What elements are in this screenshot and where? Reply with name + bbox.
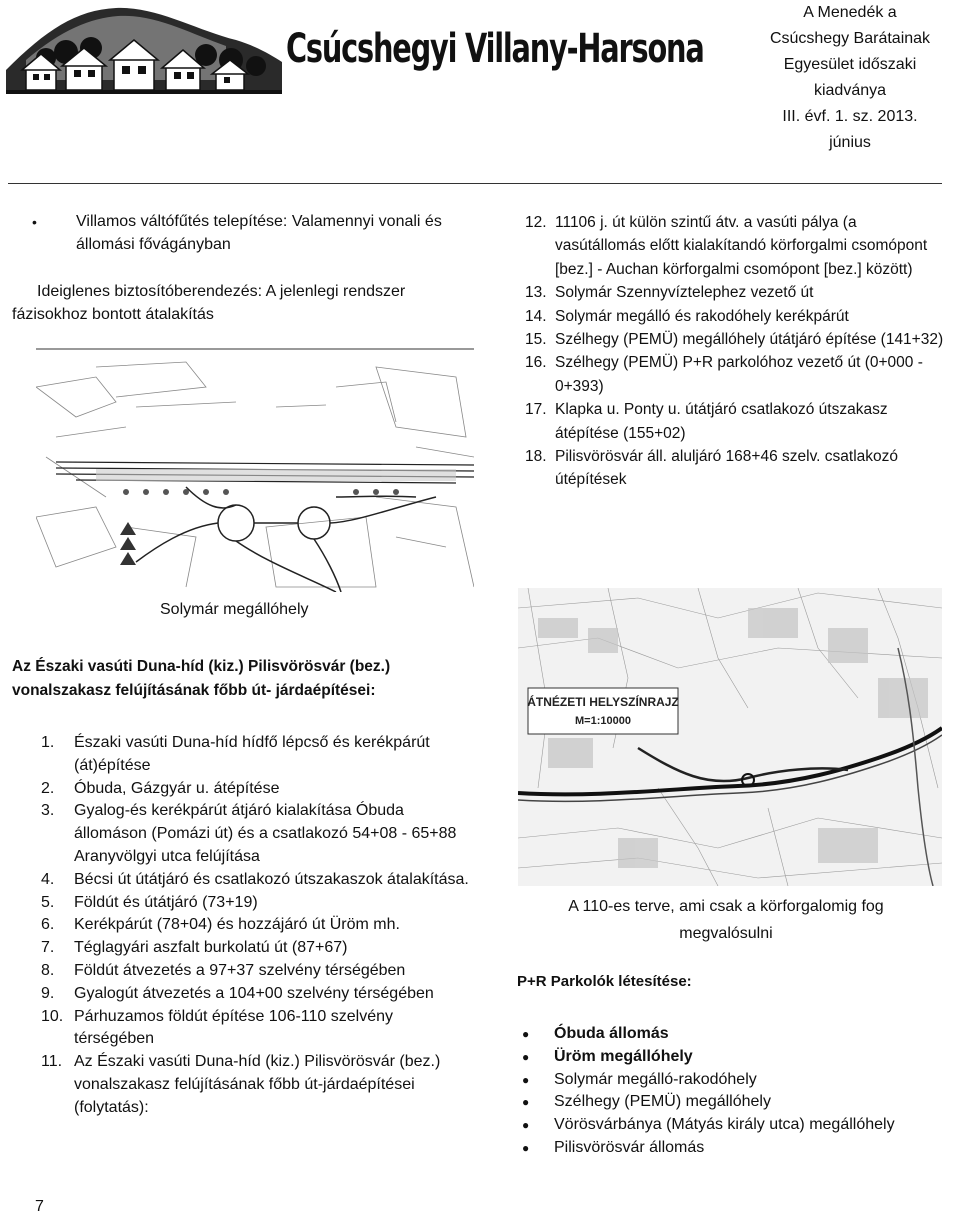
bullet-dot-icon: ● (522, 1072, 530, 1087)
masthead-logo (6, 0, 282, 94)
masthead-title: Csúcshegyi Villany-Harsona (286, 26, 704, 72)
publisher-line: Csúcshegy Barátainak (769, 30, 931, 47)
list-item: 14. Solymár megálló és rakodóhely kerékpárút (525, 307, 849, 325)
bullet-dot-icon: ● (522, 1095, 530, 1110)
list-item: 15. Szélhegy (PEMÜ) megállóhely útátjáró építése (141+32) (525, 331, 944, 349)
list-item: ● Vörösvárbánya (Mátyás király utca) megállóhely (518, 1114, 948, 1137)
bullet-dot-icon: ● (522, 1140, 530, 1155)
list-item: 5. Földút és útátjáró (73+19) (41, 893, 258, 911)
list-item: 17. Klapka u. Ponty u. útátjáró csatlakozó útszakasz átépítése (155+02) (525, 401, 888, 442)
solymar-station-plan (36, 347, 474, 592)
publisher-line: kiadványa (813, 82, 887, 99)
bullet-dot-icon: ● (522, 1049, 530, 1064)
list-item: 16. Szélhegy (PEMÜ) P+R parkolóhoz vezető út (0+000 - 0+393) (525, 354, 923, 395)
publisher-line: Egyesület időszaki (783, 56, 917, 73)
map-title: ÁTNÉZETI HELYSZÍNRAJZ (527, 695, 679, 709)
list-item: 6. Kerékpárút (78+04) és hozzájáró út Üröm mh. (41, 916, 400, 934)
publisher-line: június (829, 134, 871, 151)
section-heading: Az Északi vasúti Duna-híd (kiz.) Pilisvörösvár (bez.) vonalszakasz felújításának főbb út- járdaépítései: (12, 658, 391, 699)
publisher-info (745, 0, 955, 156)
list-item: ● Óbuda állomás (518, 1023, 948, 1046)
list-item: 3. Gyalog-és kerékpárút átjáró kialakítása Óbuda állomáson (Pomázi út) és a csatlakozó 54+08 - 65+88 Aranyvölgyi utca felújítása (41, 802, 457, 865)
parking-list (518, 1023, 948, 1160)
list-item: 8. Földút átvezetés a 97+37 szelvény térségében (41, 961, 406, 979)
list-item: 12. 11106 j. út külön szintű átv. a vasúti pálya (a vasútállomás előtt kialakítandó körforgalmi csomópont [bez.] - Auchan körforgalmi csomópont [bez.] között) (525, 214, 928, 278)
list-item: ● Pilisvörösvár állomás (518, 1137, 948, 1160)
list-item: ● Szélhegy (PEMÜ) megállóhely (518, 1091, 948, 1114)
publisher-line: A Menedék a (803, 4, 897, 21)
bullet-dot-icon: ● (522, 1118, 530, 1133)
interlocking-text: Ideiglenes biztosítóberendezés: A jelenlegi rendszer fázisokhoz bontott átalakítás (12, 283, 406, 323)
bullet-dot-icon: • (32, 214, 37, 230)
map-caption-solymar: Solymár megállóhely (160, 601, 309, 618)
map-scale: M=1:10000 (575, 715, 631, 727)
works-list-left (41, 732, 471, 1120)
works-list-right (525, 211, 945, 492)
list-item: ● Üröm megállóhely (518, 1046, 948, 1069)
list-item: 7. Téglagyári aszfalt burkolatú út (87+67) (41, 939, 348, 957)
list-item: 13. Solymár Szennyvíztelephez vezető út (525, 284, 814, 302)
list-item: 10. Párhuzamos földút építése 106-110 szelvény térségében (41, 1007, 394, 1048)
list-item: 1. Északi vasúti Duna-híd hídfő lépcső és kerékpárút (át)építése (41, 734, 430, 774)
list-item: 11. Az Északi vasúti Duna-híd (kiz.) Pilisvörösvár (bez.) vonalszakasz felújításának főbb út-járdaépítései (folytatás): (41, 1053, 441, 1116)
header-divider (8, 183, 942, 184)
list-item: 2. Óbuda, Gázgyár u. átépítése (41, 779, 280, 797)
parking-heading: P+R Parkolók létesítése: (517, 973, 692, 990)
heating-bullet (32, 211, 452, 256)
list-item: 4. Bécsi út útátjáró és csatlakozó útszakaszok átalakítása. (41, 870, 469, 888)
heating-text: Villamos váltófűtés telepítése: Valamennyi vonali és állomási fővágányban (76, 213, 442, 253)
map-caption-110: A 110-es terve, ami csak a körforgalomig fog megvalósulni (568, 898, 884, 942)
publisher-line: III. évf. 1. sz. 2013. (782, 108, 918, 125)
list-item: ● Solymár megálló-rakodóhely (518, 1069, 948, 1092)
overview-site-plan (518, 588, 942, 886)
list-item: 9. Gyalogút átvezetés a 104+00 szelvény térségében (41, 984, 434, 1002)
list-item: 18. Pilisvörösvár áll. aluljáró 168+46 szelv. csatlakozó útépítések (525, 448, 899, 489)
bullet-dot-icon: ● (522, 1027, 530, 1041)
page-number: 7 (35, 1198, 44, 1215)
